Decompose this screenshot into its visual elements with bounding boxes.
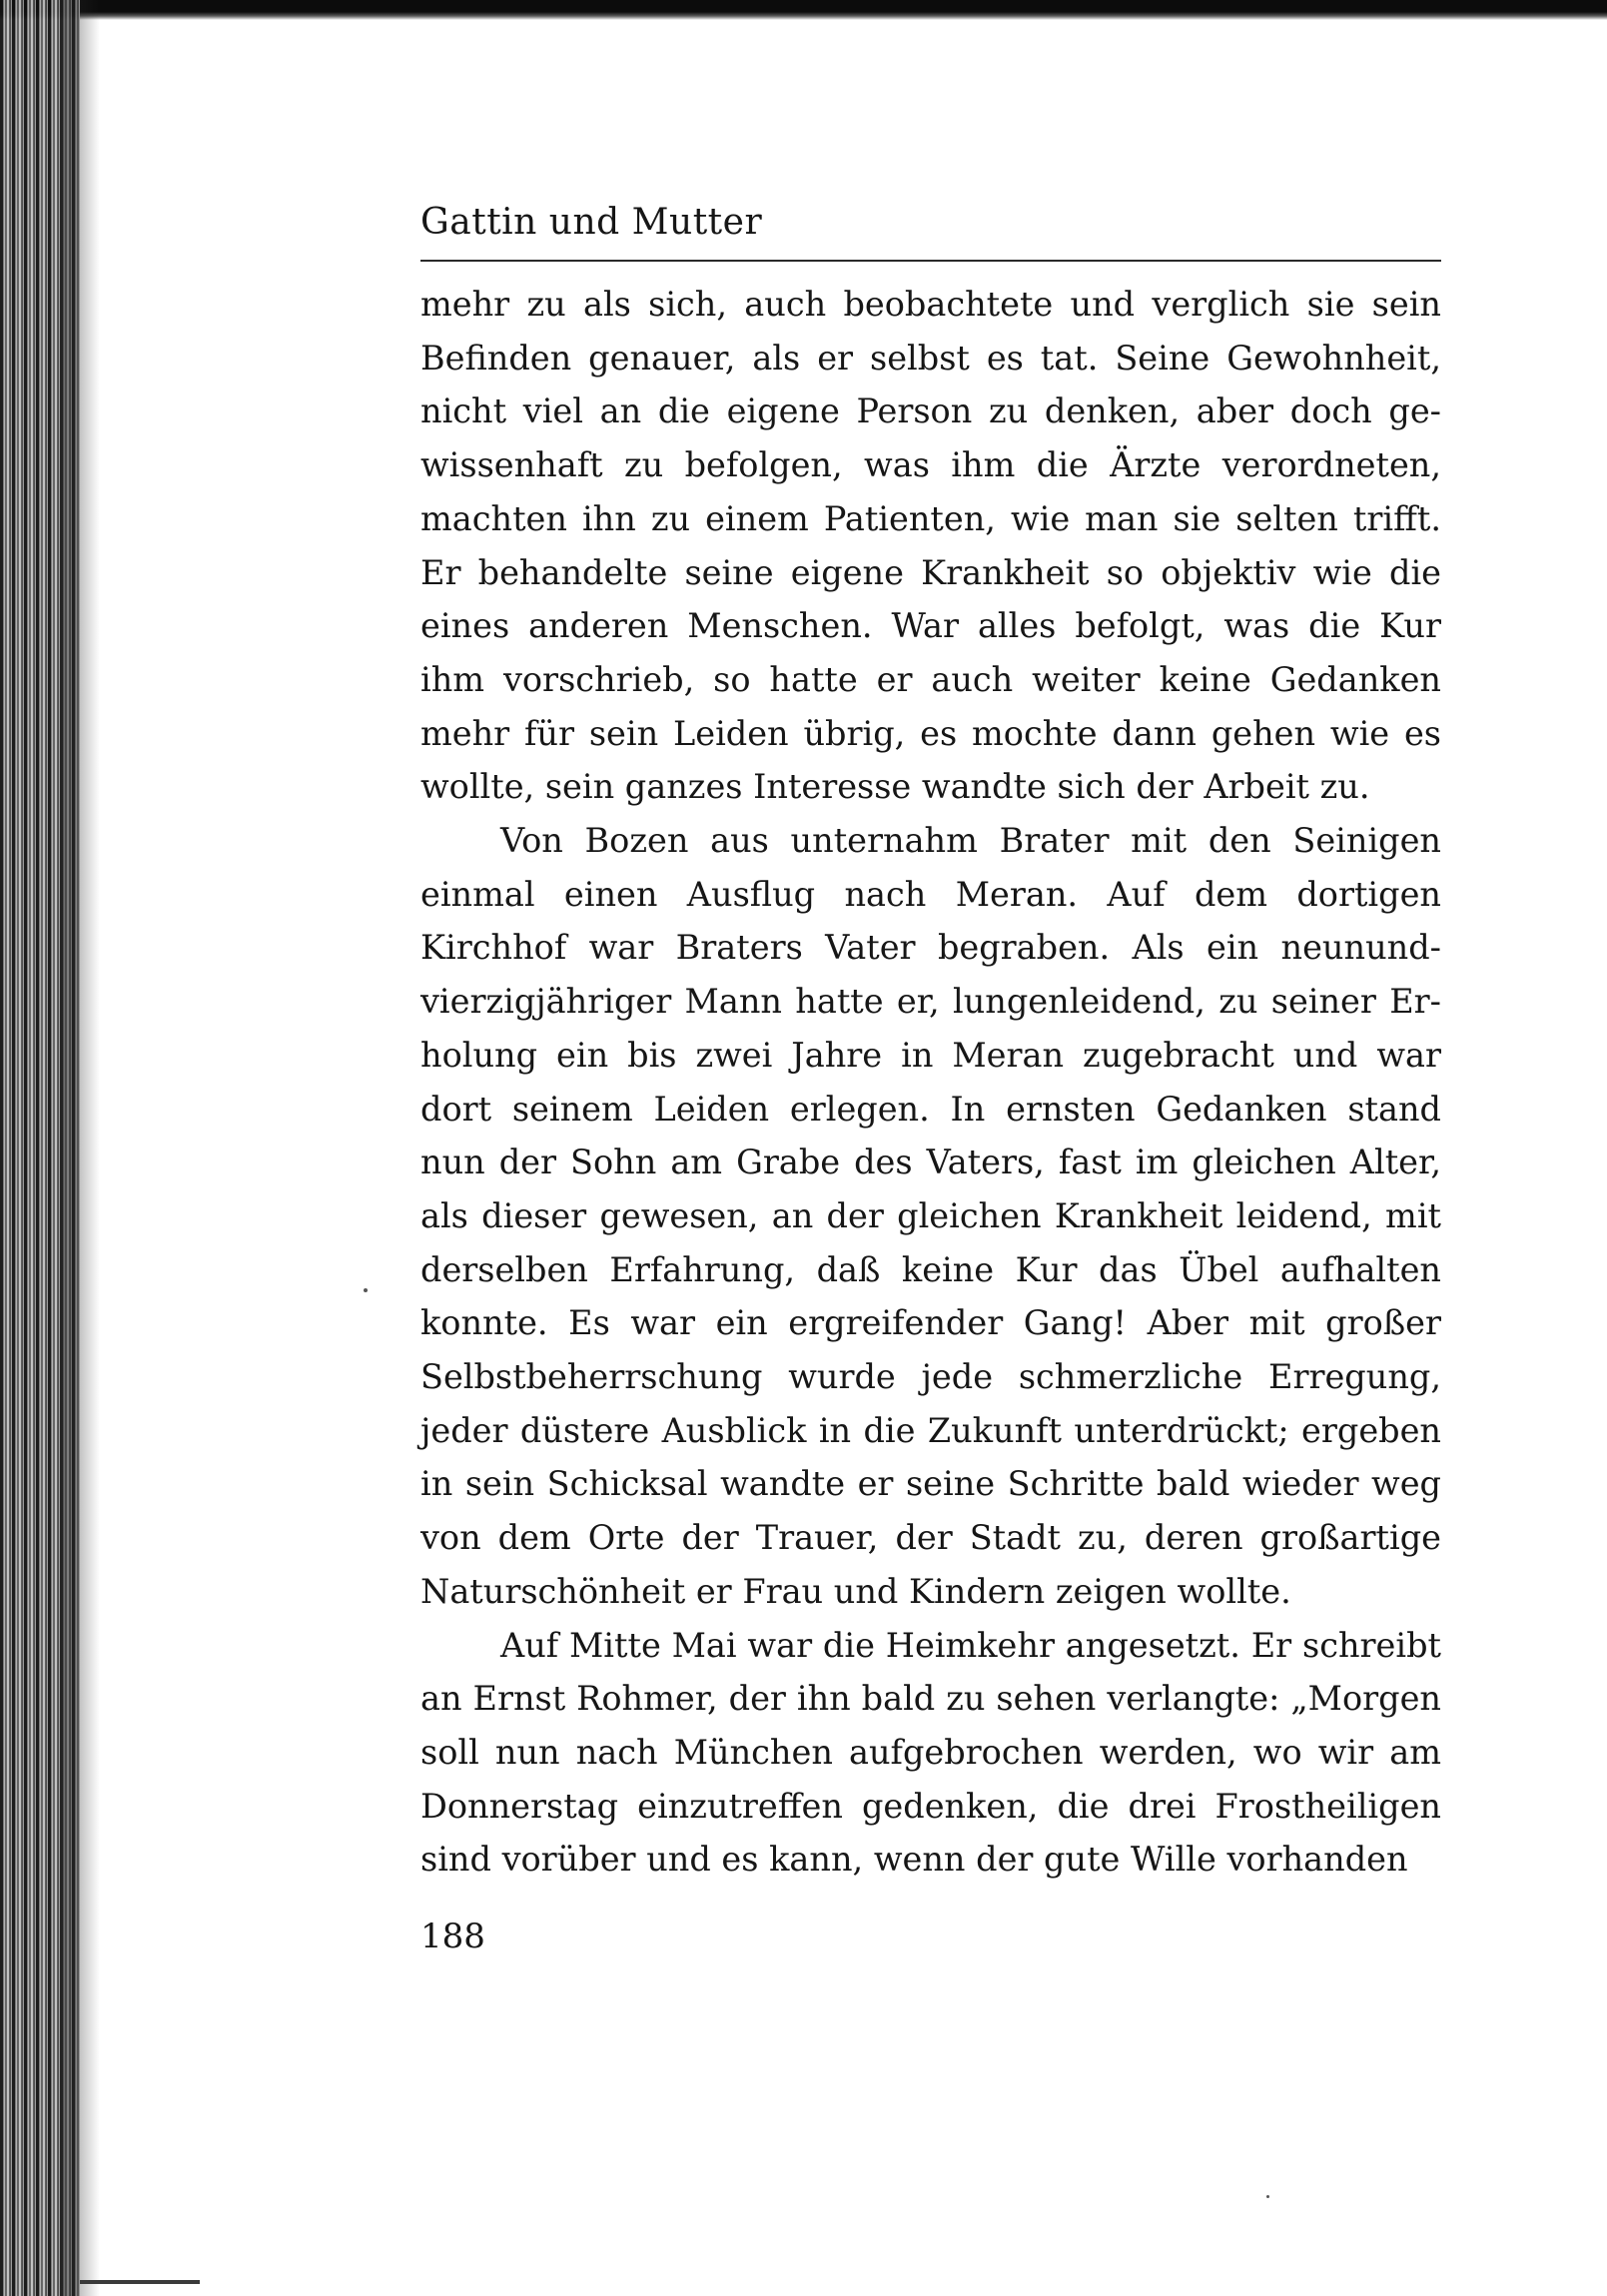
body-text bbox=[420, 278, 1441, 1887]
header-rule bbox=[420, 260, 1441, 262]
scan-speck bbox=[364, 1288, 368, 1292]
book-page bbox=[420, 200, 1441, 1956]
spine-foot-mark bbox=[80, 2280, 200, 2284]
paragraph-1: mehr zu als sich, auch beobachtete und verglich sie sein Befinden genauer, als er selbst es tat. Seine Gewohnheit, nicht viel an die eigene Person zu denken, aber doch gewissenhaft zu befolgen, was ihm die Ärzte verordneten, machten ihn zu einem Patienten, wie man sie selten trifft. Er behandelte seine eigene Krankheit so objektiv wie die eines anderen Menschen. War alles befolgt, was die Kur ihm vorschrieb, so hatte er auch weiter keine Gedanken mehr für sein Leiden übrig, es mochte dann gehen wie es wollte, sein ganzes Interesse wandte sich der Arbeit zu. bbox=[420, 285, 1441, 807]
scan-speck bbox=[1266, 2195, 1269, 2198]
page-number: 188 bbox=[420, 1916, 485, 1957]
paragraph-2: Von Bozen aus unternahm Brater mit den Seinigen einmal einen Ausflug nach Meran. Auf dem dortigen Kirchhof war Braters Vater begraben. Als ein neunundvierzigjähriger Mann hatte er, lungenleidend, zu seiner Erholung ein bis zwei Jahre in Meran zugebracht und war dort seinem Leiden erlegen. In ernsten Gedanken stand nun der Sohn am Grabe des Vaters, fast im gleichen Alter, als dieser gewesen, an der gleichen Krankheit leidend, mit derselben Erfahrung, daß keine Kur das Übel aufhalten konnte. Es war ein ergreifender Gang! Aber mit großer Selbstbeherrschung wurde jede schmerzliche Erregung, jeder düstere Ausblick in die Zukunft unterdrückt; ergeben in sein Schicksal wandte er seine Schritte bald wieder weg von dem Orte der Trauer, der Stadt zu, deren großartige Naturschönheit er Frau und Kindern zeigen wollte. bbox=[420, 821, 1441, 1611]
scan-top-edge bbox=[0, 0, 1607, 20]
paragraph-3: Auf Mitte Mai war die Heimkehr angesetzt. Er schreibt an Ernst Rohmer, der ihn bald zu sehen verlangte: „Morgen soll nun nach München aufgebrochen werden, wo wir am Donnerstag einzutreffen gedenken, die drei Frostheiligen sind vorüber und es kann, wenn der gute Wille vorhanden bbox=[420, 1625, 1441, 1880]
spine-shadow bbox=[60, 0, 100, 2296]
running-head: Gattin und Mutter bbox=[420, 202, 763, 243]
